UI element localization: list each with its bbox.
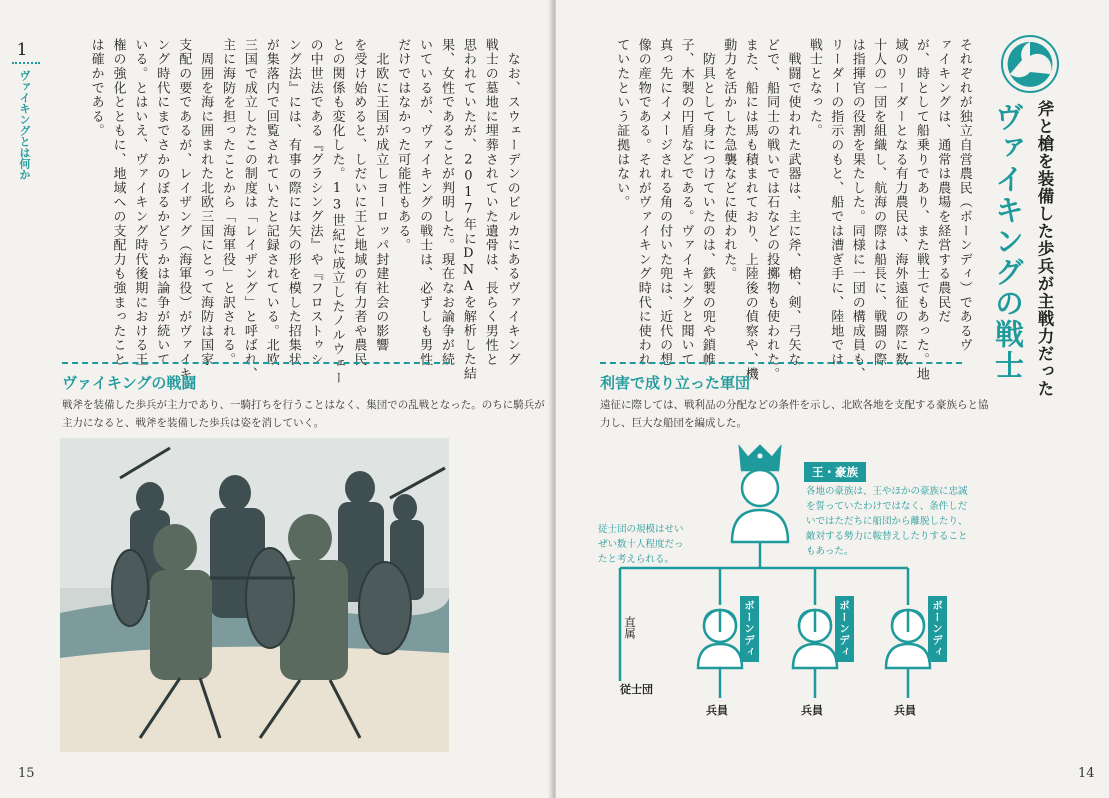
text-column: 周囲を海に囲まれた北欧三国にとって海防は国家 [198,38,214,367]
soldier-label-2: 兵員 [801,704,823,717]
text-column: だけではなかった可能性もある。 [395,38,411,253]
bondi-label-2: ボーンディ [835,596,854,662]
section-title: ヴァイキングの戦闘 [62,374,197,392]
text-column: リーダーの指示のもと、船では漕ぎ手に、陸地では [828,38,844,367]
page-title: ヴァイキングの戦士 [991,102,1025,381]
section-caption: 戦斧を装備した歩兵が主力であり、一騎打ちを行うことはなく、集団での乱戦となった。のちに騎兵が 主力になると、戦斧を装備した歩兵は姿を消していく。 [62,399,545,429]
chapter-divider [12,62,40,64]
text-column: ング時代にまでさかのぼるかどうかは論争が続いて [154,38,170,367]
text-column: 動力を活かした急襲などに使われた。 [721,38,737,282]
text-column: 支配の要であるが、レイザング（海軍役）がヴァイキ [176,38,192,382]
text-column: 主に海防を担ったことから「海軍役」と訳される。 [220,38,235,367]
text-column: との関係も変化した。13世紀に成立したノルウェー [329,38,345,386]
left-page [0,0,552,798]
section-divider [62,362,450,364]
page-number: 14 [1078,766,1095,781]
soldier-label-3: 兵員 [894,704,916,717]
text-column: 権の強化とともに、地域への支配力も強まったこと [110,38,126,367]
chapter-title: ヴァイキングとは何か [18,70,31,180]
king-label: 王・豪族 [804,462,866,482]
army-hierarchy-diagram [590,440,970,740]
text-column: 像の産物である。それがヴァイキング時代に使われ [635,38,651,367]
text-column: 戦士となった。 [806,38,822,139]
text-column: 三国で成立したこの制度は「レイザング」と呼ばれ、 [241,38,257,382]
text-column: が、時として船乗りであり、また戦士でもあった。地 [913,38,929,382]
text-column: 十人の一団を組織し、航海の際は船長に、戦闘の際 [871,38,887,367]
text-column: 真っ先にイメージされる角の付いた兜は、近代の想 [657,38,673,367]
page-number: 15 [18,766,35,781]
viking-battle-illustration [60,438,449,752]
text-column: いる。とはいえ、ヴァイキング時代後期における王 [132,38,148,367]
text-column: 果、女性であることが判明した。現在なお論争が続 [439,38,454,367]
text-column: 北欧に王国が成立しヨーロッパ封建社会の影響 [373,38,389,353]
text-column: それぞれが独立自営農民（ボーンディ）であるヴ [956,38,972,353]
retinue-note: 従士団の規模はせい ぜい数十人程度だっ たと考えられる。 [598,524,684,565]
section-title: 利害で成り立った軍団 [600,374,751,392]
king-note: 各地の豪族は、王やほかの豪族に忠誠 を誓っていたわけではなく、条件しだ いではただちに船団から離脱したり、 敵対する勢力に鞍替えしたりすること もあった。 [806,486,968,557]
text-column: は指揮官の役割を果たした。同様に一団の構成員も、 [849,38,865,382]
bondi-label-1: ボーンディ [740,596,759,662]
text-column: ァイキングは、通常は農場を経営する農民だ [935,38,951,324]
text-column: どで、船同士の戦いでは石などの投擲物も使われた。 [764,38,780,382]
text-column: 防具として身につけていたのは、鉄製の兜や鎖帷 [699,38,715,367]
text-column: ング法』には、有事の際には矢の形を模した招集状 [285,38,301,367]
text-column: 戦士の墓地に埋葬されていた遺骨は、長らく男性と [482,38,498,367]
text-column: ていたという証拠はない。 [614,38,630,210]
text-column: 域のリーダーとなる有力農民は、海外遠征の際に数 [892,38,908,367]
section-divider [600,362,962,364]
retinue-label: 従士団 [620,683,653,696]
soldier-label-1: 兵員 [706,704,728,717]
text-column: なお、スウェーデンのビルカにあるヴァイキング [504,38,520,367]
chapter-number: 1 [12,40,32,60]
text-column: が集落内で回覧されていたと記録されている。北欧 [263,38,279,367]
text-column: の中世法である『グラシング法』や『フロストゥシ [307,38,323,367]
text-column: また、船には馬も積まれており、上陸後の偵察や、機 [742,38,758,382]
bondi-label-3: ボーンディ [928,596,947,662]
text-column: 思われていたが、2017年にDNAを解析した結 [460,38,476,381]
direct-label: 直属 [623,616,637,639]
triskelion-logo-icon [1000,34,1060,94]
page-subtitle: 斧と槍を装備した歩兵が主戦力だった [1035,100,1054,398]
section-caption: 遠征に際しては、戦利品の分配などの条件を示し、北欧各地を支配する豪族らと協 力し、巨大な船団を編成した。 [600,399,989,429]
text-column: 子、木製の円盾などである。ヴァイキングと聞いて [678,38,694,367]
text-column: を受け始めると、しだいに王と地域の有力者や農民 [351,38,367,367]
text-column: 戦闘で使われた武器は、主に斧、槍、剣、弓矢な [785,38,801,367]
text-column: いているが、ヴァイキングの戦士は、必ずしも男性 [417,38,433,367]
text-column: は確かである。 [88,38,104,139]
